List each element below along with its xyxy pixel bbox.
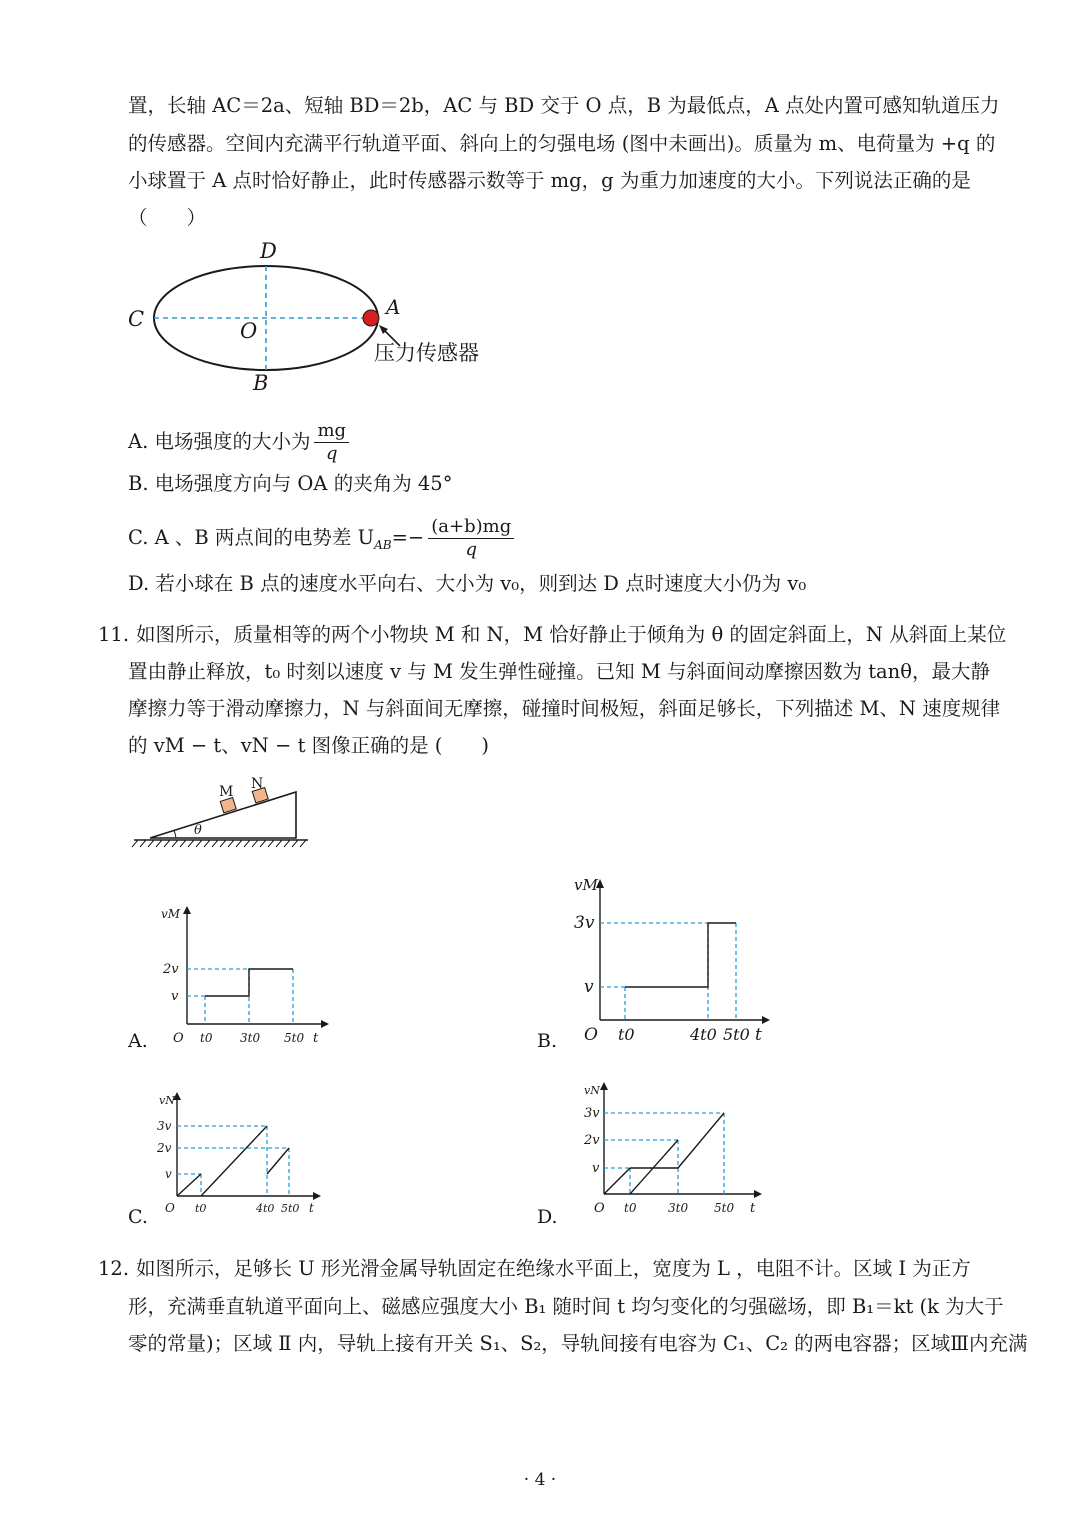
- x-label: t: [750, 1201, 756, 1216]
- y-tick-2v: 2v: [584, 1133, 600, 1148]
- origin-label: O: [594, 1201, 605, 1216]
- graph-a: [155, 900, 335, 1050]
- q10-option-d[interactable]: D. 若小球在 B 点的速度水平向右、大小为 v₀，则到达 D 点时速度大小仍为 v₀: [128, 572, 807, 595]
- ball-a: [363, 310, 379, 326]
- label-a: A: [386, 295, 401, 319]
- label-b: B: [253, 371, 269, 395]
- guide-lines: [177, 1126, 289, 1196]
- x-tick-3t0: 3t0: [240, 1031, 261, 1045]
- x-tick-5t0: 5t0: [281, 1202, 300, 1215]
- q12-line-1: 如图所示，足够长 U 形光滑金属导轨固定在绝缘水平面上，宽度为 L ，电阻不计。区域 Ⅰ 为正方: [136, 1257, 971, 1280]
- origin-label: O: [584, 1025, 598, 1045]
- y-tick-v: v: [171, 989, 179, 1004]
- x-tick-5t0: 5t0: [284, 1031, 305, 1045]
- y-tick-3v: 3v: [574, 913, 595, 933]
- label-c: C: [128, 307, 145, 331]
- fraction-mg-q: $\frac{mg}{q}$: [314, 420, 349, 465]
- q10-answer-blank: （ ）: [128, 206, 207, 229]
- graph-d: [578, 1076, 778, 1224]
- y-tick-2v: 2v: [163, 962, 179, 977]
- fraction-ab-mg-q: $\frac{(a+b)mg}{q}$: [428, 516, 514, 561]
- y-label: vN: [584, 1084, 600, 1097]
- label-m: M: [219, 784, 234, 800]
- q12-number: 12.: [98, 1257, 130, 1280]
- x-tick-t0: t0: [618, 1025, 635, 1044]
- x-tick-4t0: 4t0: [256, 1202, 275, 1215]
- velocity-line: [625, 923, 736, 987]
- angle-label: θ: [194, 823, 202, 838]
- page-number: · 4 ·: [523, 1470, 557, 1490]
- graph-c-letter[interactable]: C.: [128, 1206, 148, 1228]
- q10-option-c[interactable]: [128, 516, 514, 561]
- x-label: t: [313, 1031, 319, 1046]
- option-a-text: A. 电场强度的大小为: [128, 430, 311, 453]
- y-tick-2v: 2v: [157, 1141, 172, 1155]
- option-c-eq: =−: [391, 526, 425, 549]
- q10-option-a[interactable]: [128, 420, 349, 465]
- q10-line-3: 小球置于 A 点时恰好静止，此时传感器示数等于 mg，g 为重力加速度的大小。下列说法正确的是: [128, 169, 971, 192]
- q10-option-b[interactable]: B. 电场强度方向与 OA 的夹角为 45°: [128, 472, 453, 495]
- velocity-lines: [604, 1113, 724, 1194]
- y-label: vM: [161, 907, 181, 921]
- graph-b-letter[interactable]: B.: [537, 1030, 558, 1052]
- x-tick-4t0: 4t0: [690, 1025, 717, 1044]
- x-tick-t0: t0: [200, 1031, 213, 1045]
- x-label: t: [755, 1025, 762, 1045]
- x-tick-t0: t0: [624, 1201, 637, 1215]
- q11-line-4: 的 vM − t、vN − t 图像正确的是 ( ): [128, 734, 490, 757]
- y-tick-3v: 3v: [584, 1106, 600, 1121]
- label-n: N: [251, 776, 264, 792]
- q10-line-2: 的传感器。空间内充满平行轨道平面、斜向上的匀强电场 (图中未画出)。质量为 m、电荷量为 +q 的: [128, 132, 996, 155]
- y-label: vN: [159, 1094, 175, 1107]
- guide-lines: [604, 1113, 724, 1194]
- x-tick-5t0: 5t0: [714, 1201, 735, 1215]
- origin-label: O: [165, 1201, 175, 1215]
- label-o: O: [240, 319, 258, 343]
- y-tick-v: v: [592, 1161, 600, 1176]
- ground-hatching: [132, 840, 306, 847]
- origin-label: O: [173, 1031, 184, 1046]
- x-label: t: [309, 1201, 314, 1215]
- q11-line-1: 如图所示，质量相等的两个小物块 M 和 N，M 恰好静止于倾角为 θ 的固定斜面上，N 从斜面上某位: [136, 623, 1007, 646]
- x-tick-5t0: 5t0: [723, 1025, 750, 1044]
- option-c-text: C. A 、B 两点间的电势差 U: [128, 526, 375, 549]
- q11-line-2: 置由静止释放，t₀ 时刻以速度 v 与 M 发生弹性碰撞。已知 M 与斜面间动摩擦因数为 tanθ，最大静: [128, 660, 990, 683]
- q11-line-3: 摩擦力等于滑动摩擦力，N 与斜面间无摩擦，碰撞时间极短，斜面足够长，下列描述 M、N 速度规律: [128, 697, 1001, 720]
- graph-a-letter[interactable]: A.: [128, 1030, 148, 1052]
- ellipse-figure: [120, 238, 520, 398]
- label-d: D: [260, 239, 277, 263]
- y-tick-3v: 3v: [157, 1119, 172, 1133]
- y-tick-v: v: [584, 977, 594, 997]
- q10-line-1: 置，长轴 AC＝2a、短轴 BD＝2b，AC 与 BD 交于 O 点，B 为最低点，A 点处内置可感知轨道压力: [128, 94, 1000, 117]
- q11-number: 11.: [98, 623, 130, 646]
- x-tick-3t0: 3t0: [668, 1201, 689, 1215]
- graph-b: [560, 872, 780, 1052]
- x-tick-t0: t0: [195, 1202, 207, 1215]
- graph-c: [155, 1086, 335, 1224]
- q12-line-2: 形，充满垂直轨道平面向上、磁感应强度大小 B₁ 随时间 t 均匀变化的匀强磁场，即 B₁＝kt (k 为大于: [128, 1295, 1004, 1318]
- sensor-label: 压力传感器: [374, 341, 479, 365]
- option-c-subscript: AB: [374, 537, 392, 552]
- y-tick-v: v: [165, 1167, 172, 1181]
- y-label: vM: [574, 876, 598, 894]
- velocity-line: [205, 969, 293, 996]
- incline-figure: [128, 772, 318, 852]
- q12-line-3: 零的常量)；区域 Ⅱ 内，导轨上接有开关 S₁、S₂，导轨间接有电容为 C₁、C₂ 的两电容器；区域Ⅲ内充满: [128, 1332, 1028, 1355]
- velocity-lines: [177, 1126, 289, 1196]
- angle-arc: [174, 831, 176, 839]
- guide-lines: [600, 923, 736, 1020]
- graph-d-letter[interactable]: D.: [537, 1206, 558, 1228]
